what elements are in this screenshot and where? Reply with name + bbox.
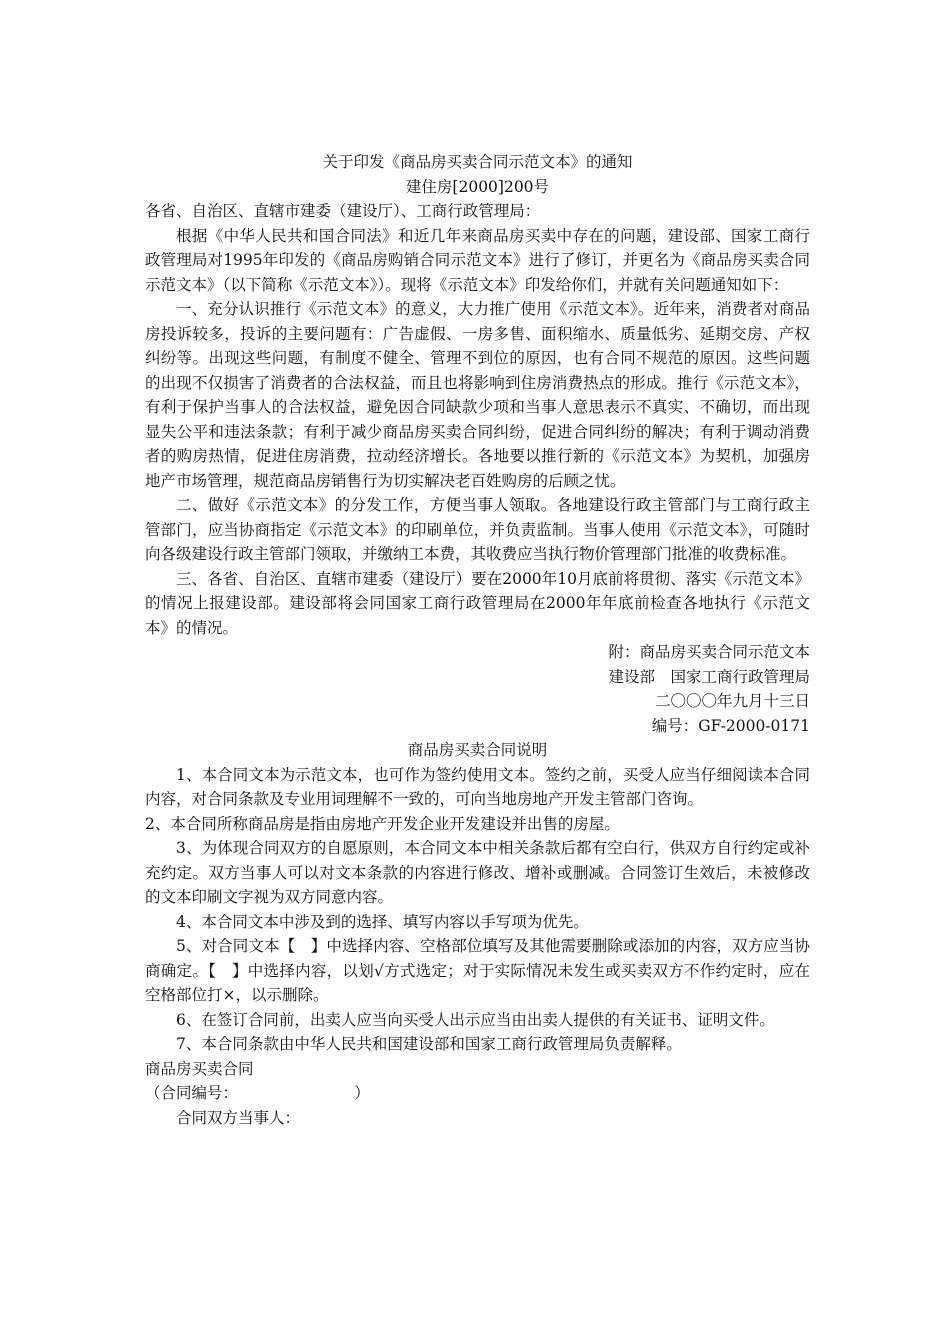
contract-parties-label: 合同双方当事人： [176,1108,301,1127]
explanation-item: 4、本合同文本中涉及到的选择、填写内容以手写项为优先。 [176,912,589,931]
notice-paragraph: 二、做好《示范文本》的分发工作，方便当事人领取。各地建设行政主管部门与工商行政主管部门，应当协商指定《示范文本》的印刷单位，并负责监制。当事人使用《示范文本》，可随时向各级建设行政主管部门领取，并缴纳工本费，其收费应当执行物价管理部门批准的收费标准。 [145,496,810,563]
notice-doc-number: 建住房[2000]200号 [405,177,550,196]
explanation-item: 2、本合同所称商品房是指由房地产开发企业开发建设并出售的房屋。 [145,814,620,833]
contract-title: 商品房买卖合同 [145,1059,254,1078]
explanation-item: 3、为体现合同双方的自愿原则，本合同文本中相关条款后都有空白行，供双方自行约定或补充约定。双方当事人可以对文本条款的内容进行修改、增补或删减。合同签订生效后，未被修改的文本印刷文字视为双方同意内容。 [145,839,810,906]
notice-paragraph: 一、充分认识推行《示范文本》的意义，大力推广使用《示范文本》。近年来，消费者对商品房投诉较多，投诉的主要问题有：广告虚假、一房多售、面积缩水、质量低劣、延期交房、产权纠纷等。出现这些问题，有制度不健全、管理不到位的原因，也有合同不规范的原因。这些问题的出现不仅损害了消费者的合法权益，而且也将影响到住房消费热点的形成。推行《示范文本》，有利于保护当事人的合法权益，避免因合同缺款少项和当事人意思表示不真实、不确切，而出现显失公平和违法条款；有利于减少商品房买卖合同纠纷，促进合同纠纷的解决；有利于调动消费者的购房热情，促进住房消费，拉动经济增长。各地要以推行新的《示范文本》为契机，加强房地产市场管理，规范商品房销售行为切实解决老百姓购房的后顾之忧。 [145,300,810,490]
notice-attachment: 附：商品房买卖合同示范文本 [608,643,810,661]
explanation-item: 7、本合同条款由中华人民共和国建设部和国家工商行政管理局负责解释。 [176,1035,682,1053]
notice-title: 关于印发《商品房买卖合同示范文本》的通知 [322,153,633,171]
contract-code: 编号：GF-2000-0171 [651,716,810,735]
notice-paragraph: 根据《中华人民共和国合同法》和近几年来商品房买卖中存在的问题，建设部、国家工商行政管理局对1995年印发的《商品房购销合同示范文本》进行了修订，并更名为《商品房买卖合同示范文本》（以下简称《示范文本》）。现将《示范文本》印发给你们，并就有关问题通知如下： [145,226,810,294]
explanation-item: 5、对合同文本【 】中选择内容、空格部位填写及其他需要删除或添加的内容，双方应当协商确定。【 】中选择内容，以划√方式选定；对于实际情况未发生或买卖双方不作约定时，应在空格部位打×，以示删除。 [145,937,810,1004]
notice-issuers: 建设部 国家工商行政管理局 [608,667,810,686]
contract-number-line: （合同编号： ） [145,1084,370,1102]
notice-paragraph: 三、各省、自治区、直辖市建委（建设厅）要在2000年10月底前将贯彻、落实《示范文本》的情况上报建设部。建设部将会同国家工商行政管理局在2000年年底前检查各地执行《示范文本》的情况。 [145,569,810,637]
document-page [145,150,810,1130]
explanation-title: 商品房买卖合同说明 [407,741,548,759]
notice-date: 二〇〇〇年九月十三日 [654,692,810,710]
explanation-item: 1、本合同文本为示范文本，也可作为签约使用文本。签约之前，买受人应当仔细阅读本合同内容，对合同条款及专业用词理解不一致的，可向当地房地产开发主管部门咨询。 [145,765,810,808]
explanation-item: 6、在签订合同前，出卖人应当向买受人出示应当由出卖人提供的有关证书、证明文件。 [176,1010,775,1029]
notice-salutation: 各省、自治区、直辖市建委（建设厅）、工商行政管理局： [145,202,541,220]
